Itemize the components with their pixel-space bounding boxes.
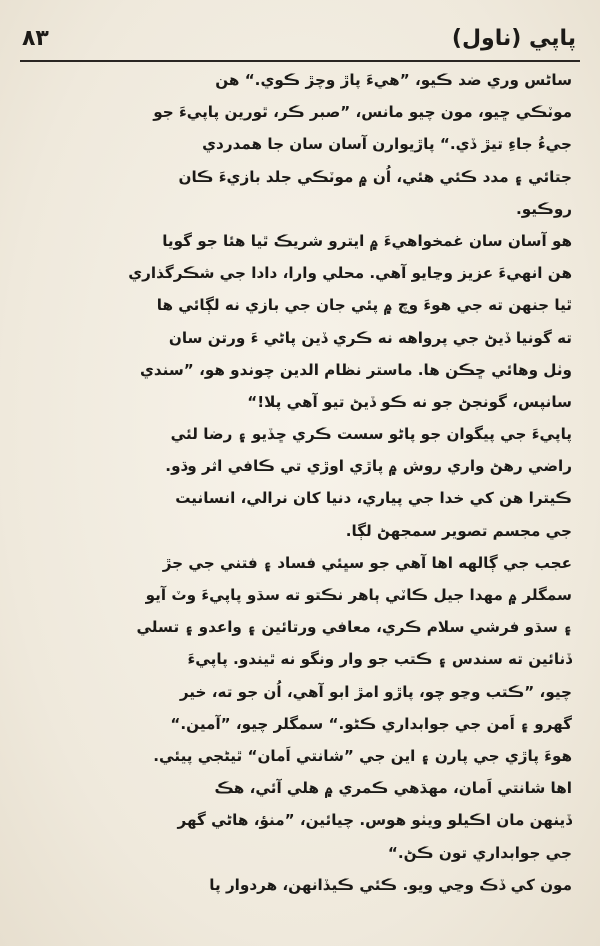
text-line: ته گونيا ڏيڻ جي پرواهه نه ڪري ڏين پاڻي ءَ ورتن سان — [168, 328, 572, 347]
text-line: ساڻس وري ضد ڪيو، ”هيءَ پاڙ وچڙ ڪوي.“ هن — [215, 71, 572, 89]
text-line: جتائي ۽ مدد ڪئي هئي، اُن ۾ موٽڪي جلد بازيءَ ڪان — [178, 167, 572, 186]
paragraph — [30, 547, 572, 740]
text-line: روڪيو. — [516, 199, 572, 218]
text-line: وٺل وهائي ڇڪن ها. ماستر نظام الدين چوندو هو، ”سندي — [139, 360, 572, 379]
text-line: موٽڪي ڇيو، مون چيو مانس، ”صبر ڪر، ٿورين پاپيءَ جو — [153, 103, 572, 122]
text-line: مون کي ڏڪ وڃي ويو. ڪئي ڪيڏانهن، هردوار پا — [209, 875, 572, 894]
text-line: هو آسان سان غمخواهيءَ ۾ ايترو شريڪ ٿيا هئا جو گويا — [162, 231, 572, 250]
text-line: ڪيترا هن کي خدا جي پياري، دنيا کان نرالي، انسانيت — [175, 489, 572, 508]
text-line: پاپيءَ جي پيگوان جو پاڻو سست ڪري ڇڏيو ۽ رضا لئي — [170, 425, 572, 444]
text-line: ڏينهن مان اڪيلو ويٺو هوس. چيائين، ”منؤ، هاڻي گهر — [177, 811, 572, 830]
paragraph — [30, 740, 572, 869]
page-header — [22, 20, 576, 56]
text-line: جيءُ جاءِ تيڙ ڏي.“ پاڙيوارن آسان سان جا همدردي — [202, 135, 572, 154]
text-line: سانپس، گونجڻ جو نه ڪو ڏيڻ تيو آهي پلا!“ — [247, 392, 572, 411]
text-line: اها شانتي اَمان، مهڌهي ڪمري ۾ هلي آئي، هڪ — [214, 779, 572, 798]
paragraph — [30, 225, 572, 418]
text-line: ڏنائين ته سندس ۽ ڪتب جو وار ونگو نه ٿيندو. پاپيءَ — [187, 650, 572, 669]
text-line: گهرو ۽ اَمن جي جوابداري ڪڻو.“ سمگلر چيو، ”آمين.“ — [170, 714, 572, 733]
text-line: جي جوابداري تون ڪڻ.“ — [387, 843, 572, 862]
header-rule — [20, 60, 580, 62]
paragraph — [30, 869, 572, 901]
text-line: هوءَ پاڙي جي پارن ۽ اين جي ”شانتي اَمان“ ٿيڻجي پيئي. — [153, 746, 572, 765]
paragraph — [30, 64, 572, 225]
text-line: عجب جي ڳالهه اها آهي جو سڀئي فساد ۽ فتني جي جڙ — [162, 553, 572, 572]
page-number: ٨٣ — [22, 25, 49, 51]
running-title: پاپي (ناول) — [451, 25, 576, 51]
text-line: چيو، ”ڪتب وڃو چو، پاڙو امڙ ابو آهي، اُن جو ته، خير — [179, 682, 572, 701]
paragraph — [30, 418, 572, 547]
text-line: هن انهيءَ عزيز وڃايو آهي. محلي وارا، دادا جي شڪرگذاري — [128, 264, 572, 283]
text-line: ۽ سڌو فرشي سلام ڪري، معافي ورتائين ۽ واعدو ۽ تسلي — [136, 618, 572, 637]
text-line: راضي رهڻ واري روش ۾ پاڙي اوڙي تي ڪافي اثر وڌو. — [165, 457, 572, 476]
text-line: ٿيا جنهن ته جي هوءَ وچ ۾ پئي جان جي بازي نه لڳائي ها — [156, 296, 572, 315]
text-line: جي مجسم تصوير سمجهڻ لڳا. — [345, 521, 572, 540]
body-text — [30, 64, 572, 934]
text-line: سمگلر ۾ مهدا جيل ڪاٽي ٻاهر نڪتو ته سڌو پاپيءَ وٽ آيو — [145, 586, 572, 604]
